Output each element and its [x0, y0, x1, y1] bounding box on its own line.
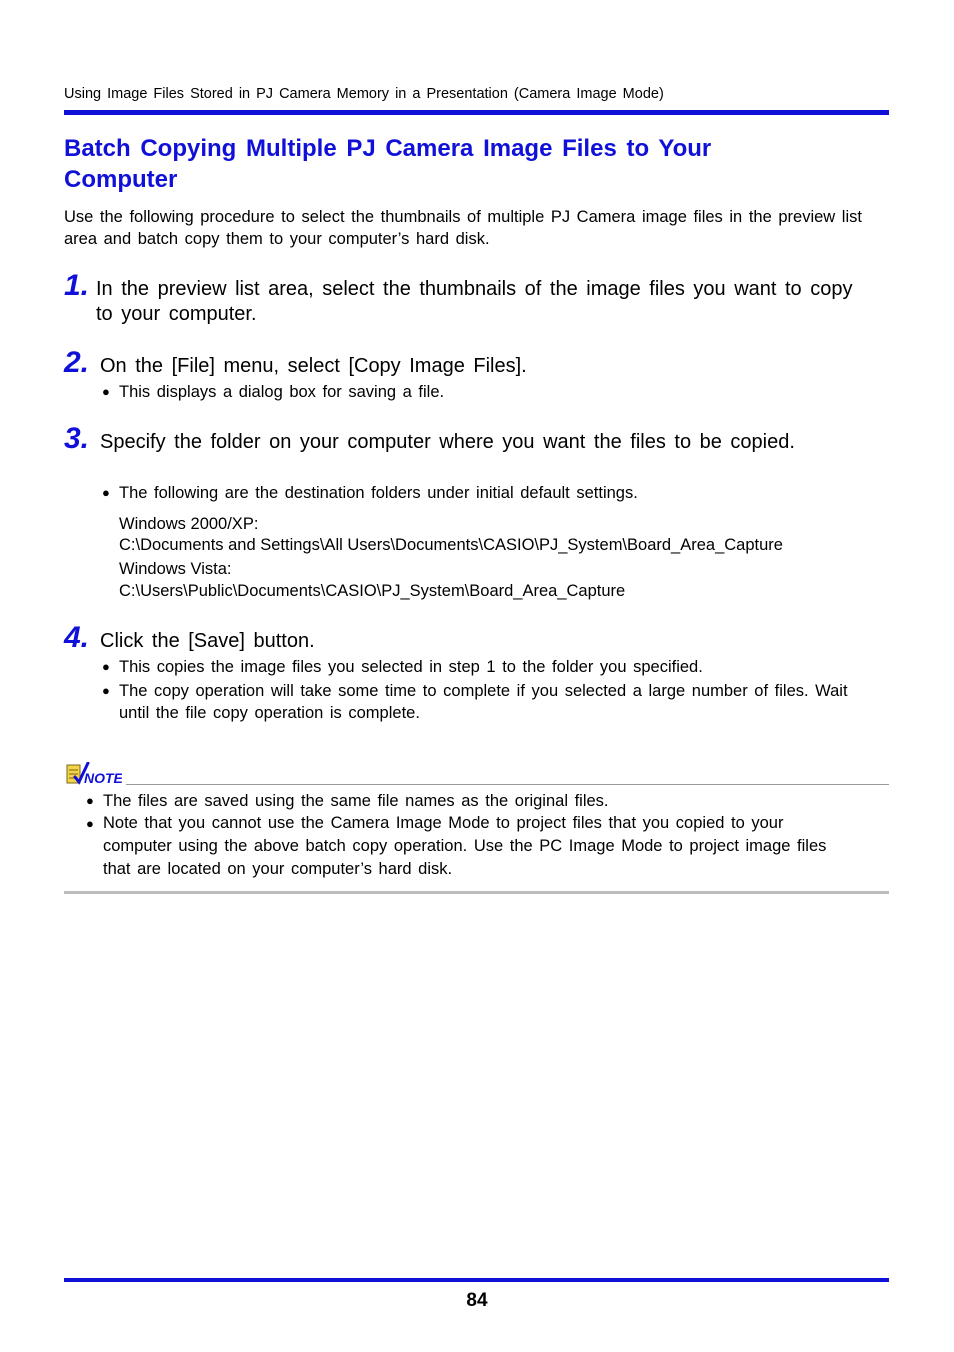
note-bottom-rule	[64, 891, 889, 894]
bullet-item	[102, 680, 849, 724]
bullet-icon: ●	[102, 683, 110, 698]
bullet-item	[102, 482, 879, 504]
step-text: Specify the folder on your computer where you want the files to be copied.	[100, 431, 795, 453]
bullet-icon: ●	[102, 659, 110, 674]
step-text: On the [File] menu, select [Copy Image Files].	[100, 355, 527, 377]
path-value: C:\Users\Public\Documents\CASIO\PJ_System\Board_Area_Capture	[119, 582, 626, 600]
bullet-text: Note that you cannot use the Camera Image Mode to project files that you copied to your computer using the above batch copy operation. Use the PC Image Mode to project image files that are located on your computer’s hard disk.	[103, 814, 827, 878]
note-bullet	[86, 790, 863, 812]
bullet-text: The files are saved using the same file names as the original files.	[103, 792, 609, 810]
running-header: Using Image Files Stored in PJ Camera Memory in a Presentation (Camera Image Mode)	[64, 86, 664, 102]
header-rule	[64, 110, 889, 115]
bullet-text: This copies the image files you selected in step 1 to the folder you specified.	[119, 658, 703, 676]
bullet-text: This displays a dialog box for saving a file.	[119, 383, 445, 401]
step-number: 1.	[64, 269, 90, 302]
step-text: In the preview list area, select the thumbnails of the image files you want to copy to your computer.	[96, 278, 853, 325]
path-value: C:\Documents and Settings\All Users\Documents\CASIO\PJ_System\Board_Area_Capture	[119, 536, 783, 554]
bullet-icon: ●	[102, 384, 110, 399]
note-rule	[126, 784, 889, 785]
bullet-text: The following are the destination folders under initial default settings.	[119, 484, 638, 502]
step-number: 4.	[64, 621, 90, 654]
bullet-item	[102, 656, 879, 678]
bullet-icon: ●	[86, 793, 94, 808]
footer-rule	[64, 1278, 889, 1282]
bullet-text: The copy operation will take some time to complete if you selected a large number of files. Wait until the file copy operation is complete.	[119, 682, 848, 722]
intro-paragraph: Use the following procedure to select the thumbnails of multiple PJ Camera image files in the preview list area and batch copy them to your computer’s hard disk.	[64, 208, 862, 248]
path-label: Windows Vista:	[119, 560, 232, 578]
bullet-item	[102, 381, 879, 403]
path-label: Windows 2000/XP:	[119, 515, 259, 533]
note-label: NOTE	[84, 770, 122, 786]
bullet-icon: ●	[86, 816, 94, 831]
section-title: Batch Copying Multiple PJ Camera Image Files to Your Computer	[64, 135, 712, 193]
step-number: 2.	[64, 346, 90, 379]
note-icon	[66, 762, 122, 786]
note-bullet	[86, 812, 855, 881]
step-text: Click the [Save] button.	[100, 630, 315, 652]
step-number: 3.	[64, 422, 90, 455]
page-number: 84	[466, 1290, 488, 1311]
bullet-icon: ●	[102, 485, 110, 500]
